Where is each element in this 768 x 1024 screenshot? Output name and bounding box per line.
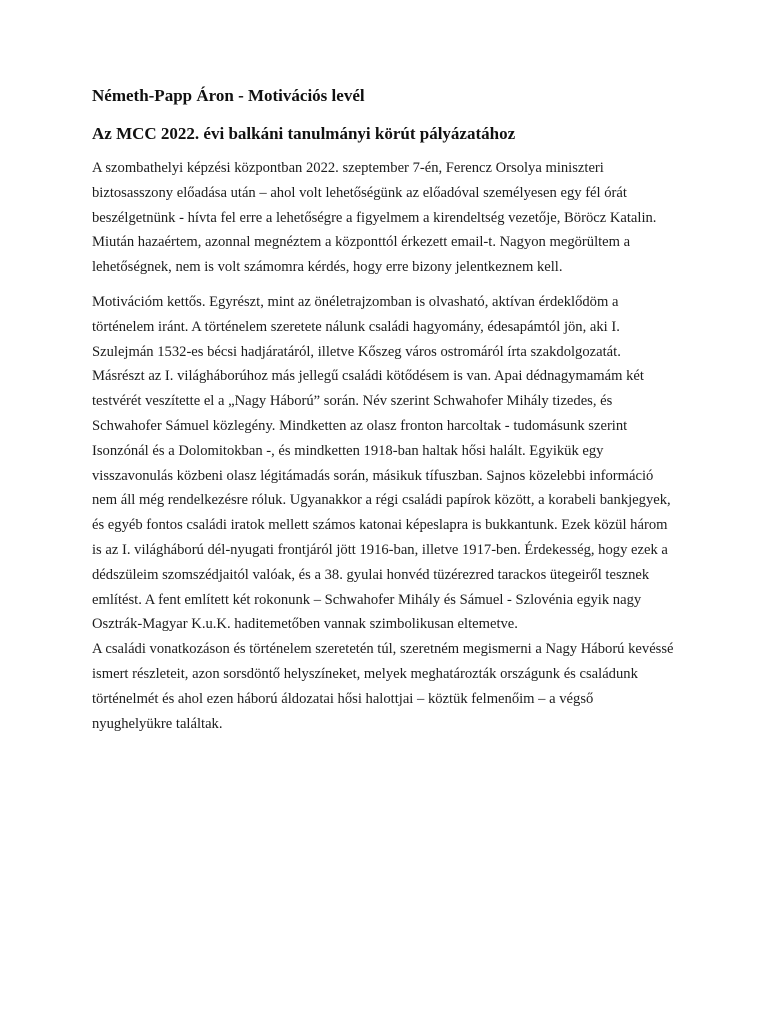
paragraph-motivation: Motivációm kettős. Egyrészt, mint az önéletrajzomban is olvasható, aktívan érdeklődöm a történelem iránt. A történelem szeretete nálunk családi hagyomány, édesapámtól jön, aki I. Szulejmán 1532-es bécsi hadjáratáról, illetve Kőszeg város ostromáról írta szakdolgozatát. Másrészt az I. világháborúhoz más jellegű családi kötődésem is van. Apai dédnagymamám két testvérét veszítette el a „Nagy Háború” során. Név szerint Schwahofer Mihály tizedes, és Schwahofer Sámuel közlegény. Mindketten az olasz fronton harcoltak - tudomásunk szerint Isonzónál és a Dolomitokban -, és mindketten 1918-ban haltak hősi halált. Egyikük egy visszavonulás közbeni olasz légitámadás során, másikuk tífuszban. Sajnos közelebbi információ nem áll még rendelkezésre róluk. Ugyanakkor a régi családi papírok között, a korabeli bankjegyek, és egyéb fontos családi iratok mellett számos katonai képeslapra is bukkantunk. Ezek közül három is az I. világháború dél-nyugati frontjáról jött 1916-ban, illetve 1917-ben. Érdekesség, hogy ezek a dédszüleim szomszédjaitól valóak, és a 38. gyulai honvéd tüzérezred tarackos ütegeiről tesznek említést. A fent említett két rokonunk – Schwahofer Mihály és Sámuel - Szlovénia egyik nagy Osztrák-Magyar K.u.K. haditemetőben vannak szimbolikusan eltemetve. — [92, 293, 671, 633]
paragraph-intro: A szombathelyi képzési központban 2022. szeptember 7-én, Ferencz Orsolya miniszteri biztosasszony előadása után – ahol volt lehetőségünk az előadóval személyesen egy fél órát beszélgetnünk - hívta fel erre a lehetőségre a figyelmem a kirendeltség vezetője, Böröcz Katalin. Miután hazaértem, azonnal megnéztem a központtól érkezett email-t. Nagyon megörültem a lehetőségnek, nem is volt számomra kérdés, hogy erre bizony jelentkeznem kell. — [92, 160, 657, 276]
document-subtitle: Az MCC 2022. évi balkáni tanulmányi körút pályázatához — [92, 124, 516, 143]
document-page — [92, 84, 676, 736]
document-title: Németh-Papp Áron - Motivációs levél — [92, 86, 365, 105]
paragraph-closing: A családi vonatkozáson és történelem szeretetén túl, szeretném megismerni a Nagy Háború kevéssé ismert részleteit, azon sorsdöntő helyszíneket, melyek meghatározták országunk és családunk történelmét és ahol ezen háború áldozatai hősi halottjai – köztük felmenőim – a végső nyughelyükre találtak. — [92, 641, 674, 732]
